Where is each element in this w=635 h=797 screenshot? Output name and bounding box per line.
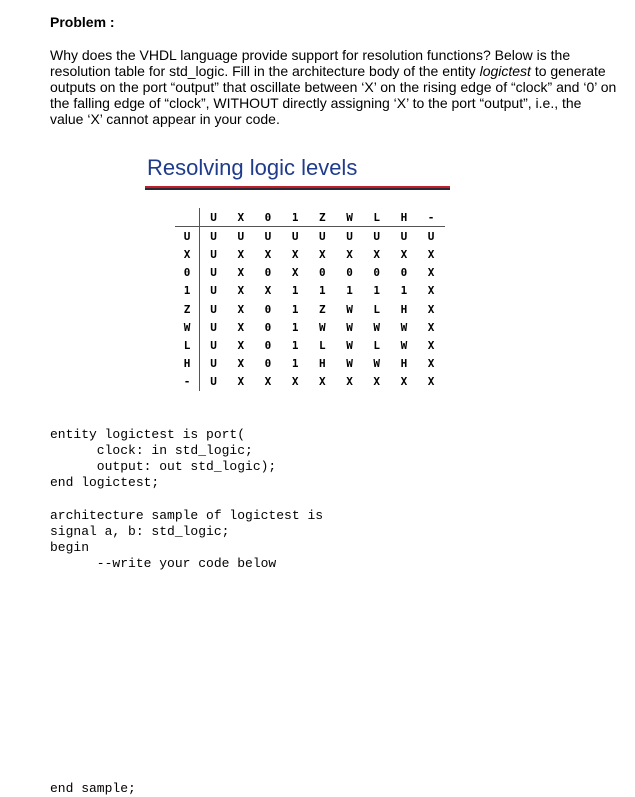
table-cell: X [291,375,299,389]
table-cell: X [237,247,245,261]
column-header: 1 [282,208,309,227]
code-line: output: out std_logic); [50,459,277,474]
table-cell: U [373,229,381,243]
table-cell: U [264,229,272,243]
row-header: W [175,318,200,336]
table-cell: X [264,284,272,298]
problem-title: Problem : [50,14,115,30]
table-cell: 1 [291,357,299,371]
table-cell: X [237,266,245,280]
table-body [175,227,445,391]
table-cell: 1 [291,284,299,298]
table-cell: X [427,266,435,280]
row-header: U [175,227,200,246]
table-cell: X [400,375,408,389]
table-cell: 0 [264,320,272,334]
table-cell: H [400,302,408,316]
table-cell: X [291,247,299,261]
table-cell: X [346,247,353,261]
row-header: Z [175,300,200,318]
table-cell: U [291,229,299,243]
table-cell: X [427,357,435,371]
table-cell: W [373,357,381,371]
table-cell: X [237,338,245,352]
column-header: W [336,208,363,227]
title-underline [145,186,450,190]
table-cell: X [427,284,435,298]
table-cell: X [427,320,435,334]
table-cell: 0 [319,266,326,280]
table-cell: W [346,302,353,316]
table-cell: 0 [346,266,353,280]
column-header: U [200,208,228,227]
architecture-code [50,508,323,572]
table-cell: U [427,229,435,243]
table-cell: W [373,320,381,334]
table-row [175,373,445,391]
table-cell: X [237,284,245,298]
code-line: --write your code below [50,556,277,571]
table-cell: X [346,375,353,389]
table-cell: 0 [264,357,272,371]
table-cell: X [264,247,272,261]
code-line: signal a, b: std_logic; [50,524,230,539]
table-cell: X [237,302,245,316]
table-row [175,264,445,282]
table-cell: U [210,266,217,280]
table-cell: X [427,338,435,352]
table-cell: W [346,338,353,352]
problem-text-part-1: Why does the VHDL language provide support for resolution functions? Below is the resolution table for std_logic. Fill in the architecture body of the entity [50,47,571,79]
table-cell: 0 [400,266,408,280]
table-cell: X [427,375,435,389]
table-row [175,355,445,373]
row-header: L [175,336,200,354]
table-cell: L [319,338,326,352]
table-cell: X [264,375,272,389]
table-cell: W [346,320,353,334]
table-cell: U [210,302,217,316]
table-cell: U [319,229,326,243]
row-header: 0 [175,264,200,282]
table-cell: U [210,229,217,243]
table-cell: 1 [291,302,299,316]
table-cell: X [237,375,245,389]
table-cell: U [210,375,217,389]
resolution-table [175,208,445,391]
column-header: - [418,208,445,227]
table-cell: X [291,266,299,280]
table-cell: W [319,320,326,334]
code-line: entity logictest is port( [50,427,246,442]
table-cell: W [400,338,408,352]
end-code [50,781,136,797]
row-header: - [175,373,200,391]
table-cell: X [427,247,435,261]
row-header: 1 [175,282,200,300]
table-cell: U [237,229,245,243]
table-row [175,336,445,354]
table-cell: 1 [373,284,381,298]
table-row [175,245,445,263]
table-cell: 1 [346,284,353,298]
table-cell: X [373,247,381,261]
table-row [175,282,445,300]
table-cell: U [210,338,217,352]
table-cell: X [319,375,326,389]
entity-name: logictest [479,63,531,79]
table-cell: H [400,357,408,371]
table-cell: 1 [291,320,299,334]
table-cell: W [346,357,353,371]
code-line: architecture sample of logictest is [50,508,324,523]
column-header: Z [309,208,336,227]
code-line: end logictest; [50,475,160,490]
table-cell: X [237,357,245,371]
table-cell: 1 [400,284,408,298]
code-line: clock: in std_logic; [50,443,253,458]
table-corner [175,208,200,227]
problem-text-part-2: to generate outputs on the port “output” that oscillate between ‘X’ on the rising edge of “clock” and ‘0’ on the falling edge of “clock”, WITHOUT directly assigning ‘X’ to the port “output”, i.e., the value ‘X’ cannot appear in your code. [50,63,617,127]
table-cell: U [210,284,217,298]
table-cell: U [210,247,217,261]
row-header: H [175,355,200,373]
table-row [175,318,445,336]
table-header-row [175,208,445,227]
column-header: H [390,208,417,227]
table-cell: L [373,302,381,316]
table-row [175,300,445,318]
code-line: begin [50,540,90,555]
table-row [175,227,445,246]
table-cell: W [400,320,408,334]
table-cell: U [346,229,353,243]
code-line: end sample; [50,781,136,796]
table-cell: X [373,375,381,389]
title-underline-dark [145,188,450,190]
table-cell: U [210,357,217,371]
table-cell: U [210,320,217,334]
table-cell: 0 [373,266,381,280]
table-cell: X [400,247,408,261]
figure-title: Resolving logic levels [147,155,358,180]
table-cell: X [319,247,326,261]
table-cell: 0 [264,338,272,352]
table-cell: 1 [319,284,326,298]
table-cell: H [319,357,326,371]
row-header: X [175,245,200,263]
table-cell: U [400,229,408,243]
table-cell: 0 [264,266,272,280]
column-header: 0 [254,208,281,227]
table-cell: X [237,320,245,334]
entity-code [50,427,276,491]
table-cell: 1 [291,338,299,352]
column-header: L [363,208,390,227]
table-cell: Z [319,302,326,316]
table-cell: L [373,338,381,352]
column-header: X [227,208,254,227]
table-cell: X [427,302,435,316]
table-cell: 0 [264,302,272,316]
problem-statement [50,47,618,127]
